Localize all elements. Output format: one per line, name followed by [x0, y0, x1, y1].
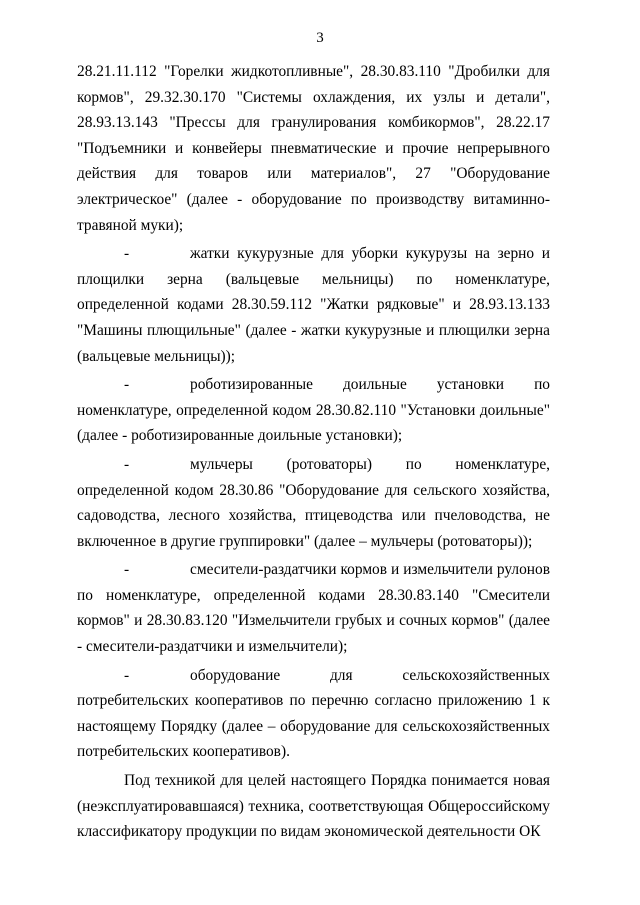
list-item: [77, 372, 550, 449]
bullet-dash: -: [124, 376, 130, 394]
list-item: [77, 241, 550, 369]
list-item-text: мульчеры (ротоваторы) по номенклатуре, определенной кодом 28.30.86 "Оборудование для сельского хозяйства, садоводства, лесного хозяйства, птицеводства или пчеловодства, не включенное в другие группировки" (далее – мульчеры (ротоваторы));: [77, 455, 550, 550]
bullet-dash: -: [124, 245, 130, 263]
paragraph-definition: Под техникой для целей настоящего Порядка понимается новая (неэксплуатировавшаяся) техника, соответствующая Общероссийскому классификатору продукции по видам экономической деятельности ОК: [77, 772, 550, 841]
list-item-text: смесители-раздатчики кормов и измельчители рулонов по номенклатуре, определенной кодами 28.30.83.140 "Смесители кормов" и 28.30.83.120 "Измельчители грубых и сочных кормов" (далее - смесители-раздатчики и измельчители);: [77, 561, 550, 656]
list-item-text: оборудование для сельскохозяйственных потребительских кооперативов по перечню согласно приложению 1 к настоящему Порядку (далее – оборудование для сельскохозяйственных потребительских кооперативов).: [77, 666, 550, 761]
page-number: 3: [316, 30, 324, 46]
document-body: [77, 59, 550, 845]
bullet-dash: -: [124, 666, 130, 684]
paragraph-continuation: 28.21.11.112 "Горелки жидкотопливные", 28.30.83.110 "Дробилки для кормов", 29.32.30.170 "Системы охлаждения, их узлы и детали", 28.93.13.143 "Прессы для гранулирования комбикормов", 28.22.17 "Подъемники и конвейеры пневматические и прочие непрерывного действия для товаров или материалов", 27 "Оборудование электрическое" (далее - оборудование по производству витаминно-травяной муки);: [77, 63, 550, 234]
bullet-dash: -: [124, 455, 130, 473]
list-item: [77, 452, 550, 554]
list-item: [77, 557, 550, 659]
list-item-text: жатки кукурузные для уборки кукурузы на зерно и площилки зерна (вальцевые мельницы) по номенклатуре, определенной кодами 28.30.59.112 "Жатки рядковые" и 28.93.13.133 "Машины плющильные" (далее - жатки кукурузные и плющилки зерна (вальцевые мельницы));: [77, 245, 550, 365]
bullet-dash: -: [124, 561, 130, 579]
list-item-text: роботизированные доильные установки по номенклатуре, определенной кодом 28.30.82.110 "Установки доильные" (далее - роботизированные доильные установки);: [77, 376, 550, 445]
list-item: [77, 663, 550, 765]
